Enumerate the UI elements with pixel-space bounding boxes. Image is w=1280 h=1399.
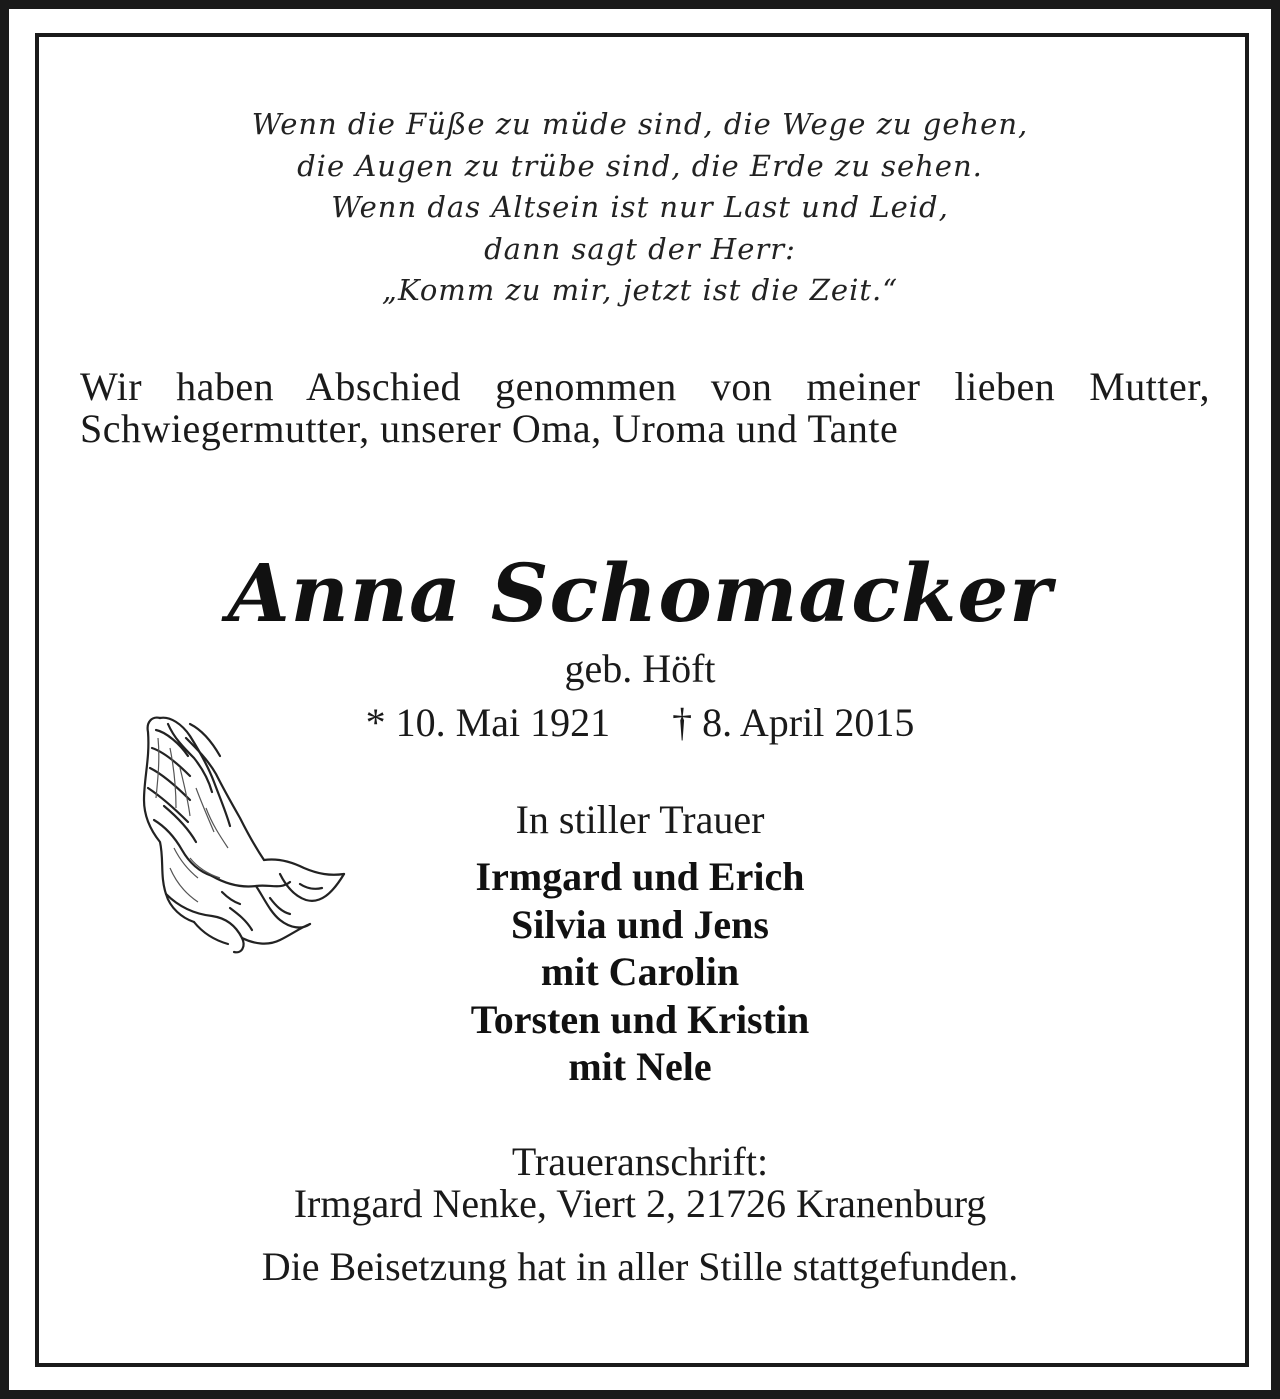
intro-text: Wir haben Abschied genommen von meiner lieben Mutter, Schwiegermutter, unserer Oma, Uroma und Tante xyxy=(80,364,1210,451)
poem-line: dann sagt der Herr: xyxy=(484,231,796,266)
mourner-line: Torsten und Kristin xyxy=(470,996,810,1042)
poem-line: die Augen zu trübe sind, die Erde zu sehen. xyxy=(297,148,983,183)
death-date: † 8. April 2015 xyxy=(672,700,915,745)
mourner-line: mit Nele xyxy=(568,1044,712,1089)
mourner-line: Silvia und Jens xyxy=(511,901,769,947)
poem-line: Wenn die Füße zu müde sind, die Wege zu gehen, xyxy=(251,107,1029,141)
birth-date: * 10. Mai 1921 xyxy=(365,700,611,745)
poem-line: „Komm zu mir, jetzt ist die Zeit.“ xyxy=(381,273,899,307)
burial-note: Die Beisetzung hat in aller Stille stattgefunden. xyxy=(261,1244,1019,1289)
birth-name: geb. Höft xyxy=(564,646,716,691)
mourner-line: Irmgard und Erich xyxy=(475,854,805,899)
mourner-line: mit Carolin xyxy=(540,949,740,994)
deceased-name: Anna Schomacker xyxy=(227,546,1053,640)
mourning-label: In stiller Trauer xyxy=(515,797,765,842)
address-label: Traueranschrift: xyxy=(511,1139,769,1184)
mourners-list xyxy=(0,853,1280,1091)
poem-line: Wenn das Altsein ist nur Last und Leid, xyxy=(331,190,949,224)
poem xyxy=(0,104,1280,312)
address-value: Irmgard Nenke, Viert 2, 21726 Kranenburg xyxy=(293,1181,987,1226)
